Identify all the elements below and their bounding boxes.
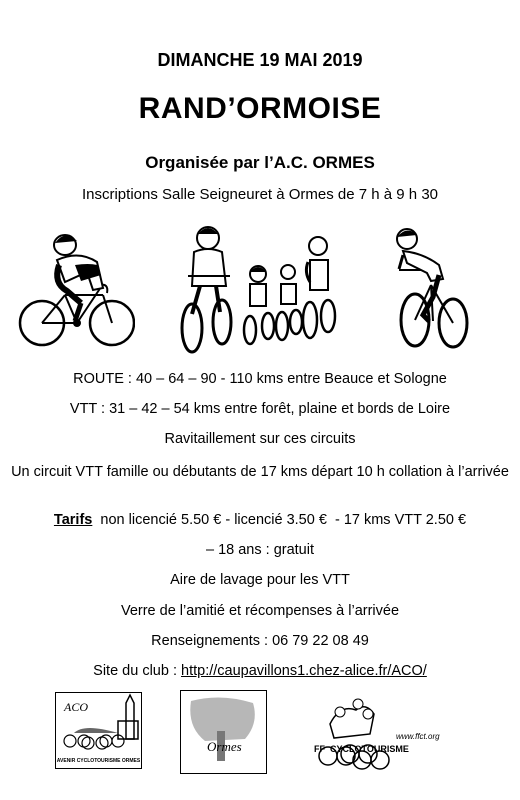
aco-logo <box>55 692 142 769</box>
mountain-biker-icon <box>385 225 475 350</box>
ravitaillement-info: Ravitaillement sur ces circuits <box>164 431 356 447</box>
ffct-name: FF CYCLOTOURISME <box>314 744 409 754</box>
family-circuit-info: Un circuit VTT famille ou débutants de 17 kms départ 10 h collation à l’arrivée <box>11 464 509 480</box>
ffct-url: www.ffct.org <box>396 732 440 741</box>
ormes-logo <box>180 690 267 774</box>
inscriptions-info: Inscriptions Salle Seigneuret à Ormes de 7 h à 9 h 30 <box>81 186 439 203</box>
ffct-logo <box>310 694 460 774</box>
tarifs-text: non licencié 5.50 € - licencié 3.50 € - 17 kms VTT 2.50 € <box>92 512 467 528</box>
svg-text:ACO: ACO <box>64 700 88 714</box>
club-website-link[interactable]: http://caupavillons1.chez-alice.fr/ACO/ <box>181 663 427 679</box>
tree-icon <box>181 691 266 773</box>
road-cyclist-icon <box>15 225 135 350</box>
awards-info: Verre de l’amitié et récompenses à l’arrivée <box>120 603 400 619</box>
washing-area-info: Aire de lavage pour les VTT <box>170 572 350 588</box>
route-distances: ROUTE : 40 – 64 – 90 - 110 kms entre Beauce et Sologne <box>73 371 447 387</box>
tarifs-line <box>0 512 520 528</box>
aco-emblem-icon <box>56 693 141 753</box>
vtt-distances: VTT : 31 – 42 – 54 kms entre forêt, plaine et bords de Loire <box>69 401 451 417</box>
event-title: RAND’ORMOISE <box>138 92 382 125</box>
ormes-text: Ormes <box>207 739 242 754</box>
under-18-info: – 18 ans : gratuit <box>205 542 314 558</box>
event-date: DIMANCHE 19 MAI 2019 <box>157 50 363 70</box>
aco-caption: AVENIR CYCLOTOURISME ORMES <box>56 758 141 764</box>
tarifs-label: Tarifs <box>53 512 93 528</box>
contact-phone: Renseignements : 06 79 22 08 49 <box>151 633 369 649</box>
organizer: Organisée par l’A.C. ORMES <box>145 153 375 172</box>
site-label: Site du club : <box>93 663 182 679</box>
family-cyclists-icon <box>170 220 345 355</box>
club-website <box>0 663 520 679</box>
